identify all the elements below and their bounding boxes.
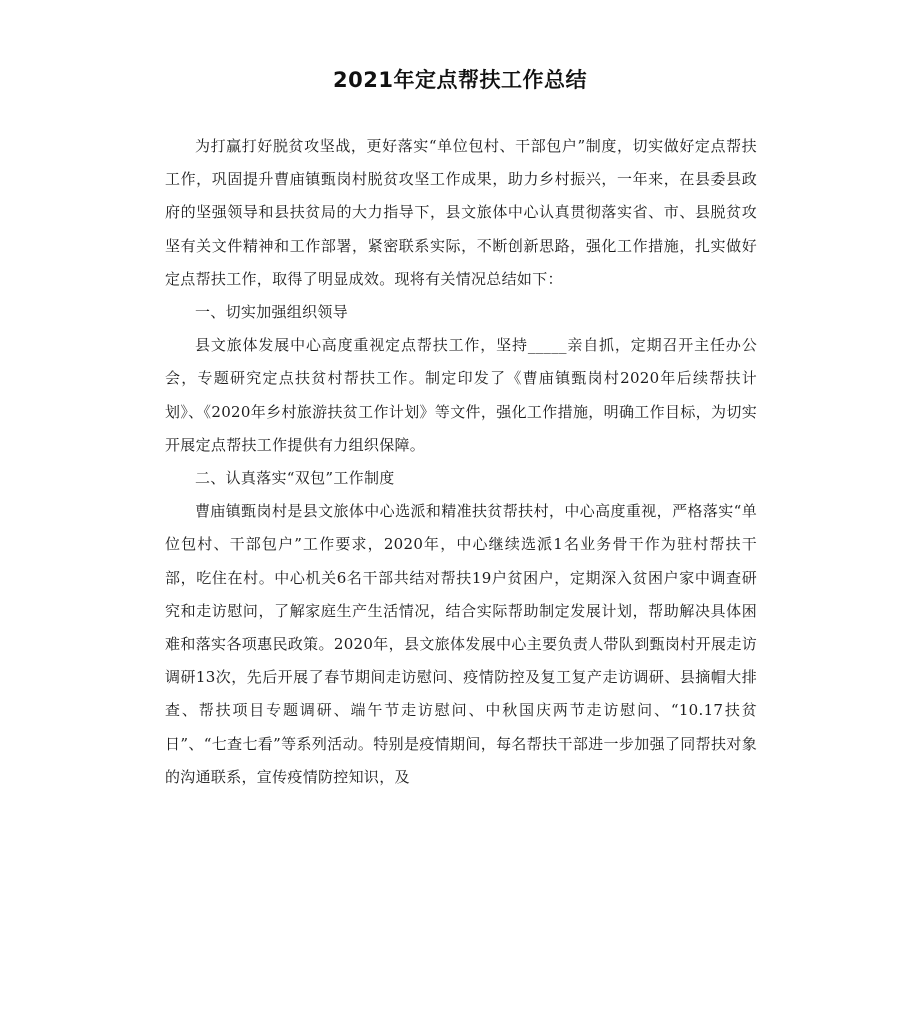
section-heading-2: 二、认真落实“双包”工作制度: [195, 469, 395, 488]
document-title: 2021年定点帮扶工作总结: [333, 68, 587, 92]
intro-paragraph: 为打赢打好脱贫攻坚战，更好落实“单位包村、干部包户”制度，切实做好定点帮扶工作，巩固提升曹庙镇甄岗村脱贫攻坚工作成果，助力乡村振兴，一年来，在县委县政府的坚强领导和县扶贫局的大力指导下，县文旅体中心认真贯彻落实省、市、县脱贫攻坚有关文件精神和工作部署，紧密联系实际，不断创新思路，强化工作措施，扎实做好定点帮扶工作，取得了明显成效。现将有关情况总结如下：: [165, 137, 757, 288]
document-body: [165, 130, 757, 794]
section-2-paragraph: 曹庙镇甄岗村是县文旅体中心选派和精准扶贫帮扶村，中心高度重视，严格落实“单位包村、干部包户”工作要求，2020年，中心继续选派1名业务骨干作为驻村帮扶干部，吃住在村。中心机关6名干部共结对帮扶19户贫困户，定期深入贫困户家中调查研究和走访慰问，了解家庭生产生活情况，结合实际帮助制定发展计划，帮助解决具体困难和落实各项惠民政策。2020年，县文旅体发展中心主要负责人带队到甄岗村开展走访调研13次，先后开展了春节期间走访慰问、疫情防控及复工复产走访调研、县摘帽大排查、帮扶项目专题调研、端午节走访慰问、中秋国庆两节走访慰问、“10.17扶贫日”、“七查七看”等系列活动。特别是疫情期间，每名帮扶干部进一步加强了同帮扶对象的沟通联系，宣传疫情防控知识，及: [165, 502, 757, 786]
section-heading-1: 一、切实加强组织领导: [195, 303, 349, 322]
section-1-paragraph: 县文旅体发展中心高度重视定点帮扶工作，坚持_____亲自抓，定期召开主任办公会，专题研究定点扶贫村帮扶工作。制定印发了《曹庙镇甄岗村2020年后续帮扶计划》、《2020年乡村旅游扶贫工作计划》等文件，强化工作措施，明确工作目标，为切实开展定点帮扶工作提供有力组织保障。: [165, 336, 757, 454]
